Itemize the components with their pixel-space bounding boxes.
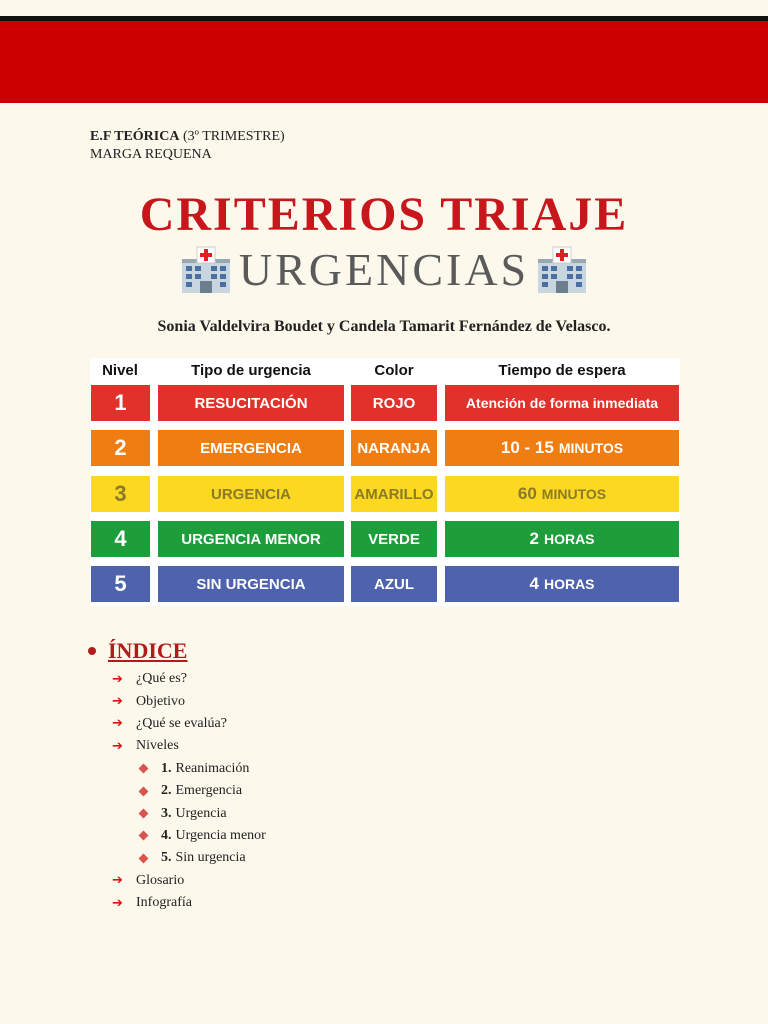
index-item-glosario[interactable]	[112, 870, 266, 892]
type-cell: SIN URGENCIA	[158, 566, 344, 602]
title-line-2	[0, 242, 768, 298]
arrow-right-icon: ➔	[112, 671, 123, 687]
table-row	[90, 476, 680, 512]
table-row	[90, 385, 680, 421]
index-item-objetivo[interactable]	[112, 690, 266, 712]
color-cell: VERDE	[351, 521, 437, 557]
index-heading	[88, 638, 266, 664]
level-label: Emergencia	[175, 783, 243, 799]
arrow-right-icon: ➔	[112, 873, 123, 889]
index-item-que-es[interactable]	[112, 668, 266, 690]
time-value: 60	[517, 484, 537, 503]
bullet-icon	[88, 647, 96, 655]
time-value: 4	[529, 574, 539, 593]
level-cell: 4	[91, 521, 150, 557]
diamond-icon	[139, 764, 149, 774]
index-title: ÍNDICE	[108, 638, 188, 663]
index-item-infografia[interactable]	[112, 892, 266, 914]
course-meta	[90, 128, 285, 164]
index-level-4[interactable]	[140, 825, 266, 847]
level-label: Reanimación	[175, 760, 250, 776]
time-value: 2	[529, 529, 539, 548]
arrow-right-icon: ➔	[112, 694, 123, 710]
time-cell	[445, 566, 679, 602]
level-cell: 3	[91, 476, 150, 512]
level-number: 1.	[161, 760, 172, 776]
index-item-label: ¿Qué se evalúa?	[136, 715, 227, 731]
triage-table	[90, 358, 680, 606]
time-unit: MINUTOS	[541, 486, 607, 502]
index-item-label: Niveles	[136, 738, 179, 754]
table-row	[90, 521, 680, 557]
table-row	[90, 430, 680, 466]
index-item-label: Infografía	[136, 895, 192, 911]
color-cell: AZUL	[351, 566, 437, 602]
color-cell: NARANJA	[351, 430, 437, 466]
arrow-right-icon: ➔	[112, 716, 123, 732]
index-level-3[interactable]	[140, 802, 266, 824]
time-cell	[445, 476, 679, 512]
index-item-label: Objetivo	[136, 693, 185, 709]
type-cell: RESUCITACIÓN	[158, 385, 344, 421]
header-tiempo: Tiempo de espera	[498, 362, 626, 379]
table-row	[90, 566, 680, 602]
header-tipo: Tipo de urgencia	[191, 362, 311, 379]
level-cell: 2	[91, 430, 150, 466]
level-number: 3.	[161, 805, 172, 821]
index-level-5[interactable]	[140, 847, 266, 869]
type-cell: URGENCIA MENOR	[158, 521, 344, 557]
course-term: (3º TRIMESTRE)	[179, 129, 285, 144]
arrow-right-icon: ➔	[112, 738, 123, 754]
index-level-2[interactable]	[140, 780, 266, 802]
header-color: Color	[374, 362, 414, 379]
header-nivel: Nivel	[102, 362, 138, 379]
time-cell	[445, 430, 679, 466]
authors: Sonia Valdelvira Boudet y Candela Tamarit Fernández de Velasco.	[157, 318, 611, 335]
time-cell	[445, 521, 679, 557]
diamond-icon	[139, 853, 149, 863]
level-label: Sin urgencia	[175, 850, 246, 866]
index-item-label: ¿Qué es?	[136, 671, 187, 687]
arrow-right-icon: ➔	[112, 895, 123, 911]
title-urgencias: URGENCIAS	[238, 244, 530, 295]
time-cell	[445, 385, 679, 421]
diamond-icon	[139, 831, 149, 841]
index-section	[88, 638, 266, 914]
diamond-icon	[139, 786, 149, 796]
type-cell: EMERGENCIA	[158, 430, 344, 466]
teacher-name: MARGA REQUENA	[90, 147, 212, 162]
level-label: Urgencia	[175, 805, 227, 821]
time-text: Atención de forma inmediata	[465, 395, 659, 411]
header-banner	[0, 21, 768, 103]
title-line-1: CRITERIOS TRIAJE	[139, 188, 629, 241]
time-unit: MINUTOS	[558, 440, 624, 456]
level-label: Urgencia menor	[175, 827, 266, 843]
index-item-label: Glosario	[136, 872, 185, 888]
hospital-icon	[535, 245, 589, 295]
course-name: E.F TEÓRICA	[90, 129, 180, 144]
level-cell: 1	[91, 385, 150, 421]
index-item-que-se-evalua[interactable]	[112, 713, 266, 735]
level-cell: 5	[91, 566, 150, 602]
level-number: 5.	[161, 850, 172, 866]
color-cell: AMARILLO	[351, 476, 437, 512]
time-unit: HORAS	[543, 576, 595, 592]
level-number: 2.	[161, 783, 172, 799]
index-level-1[interactable]	[140, 758, 266, 780]
color-cell: ROJO	[351, 385, 437, 421]
time-value: 10 - 15	[500, 438, 554, 457]
hospital-icon	[179, 245, 233, 295]
index-item-niveles[interactable]	[112, 735, 266, 757]
table-header	[90, 362, 680, 384]
diamond-icon	[139, 809, 149, 819]
time-unit: HORAS	[543, 531, 595, 547]
type-cell: URGENCIA	[158, 476, 344, 512]
level-number: 4.	[161, 827, 172, 843]
